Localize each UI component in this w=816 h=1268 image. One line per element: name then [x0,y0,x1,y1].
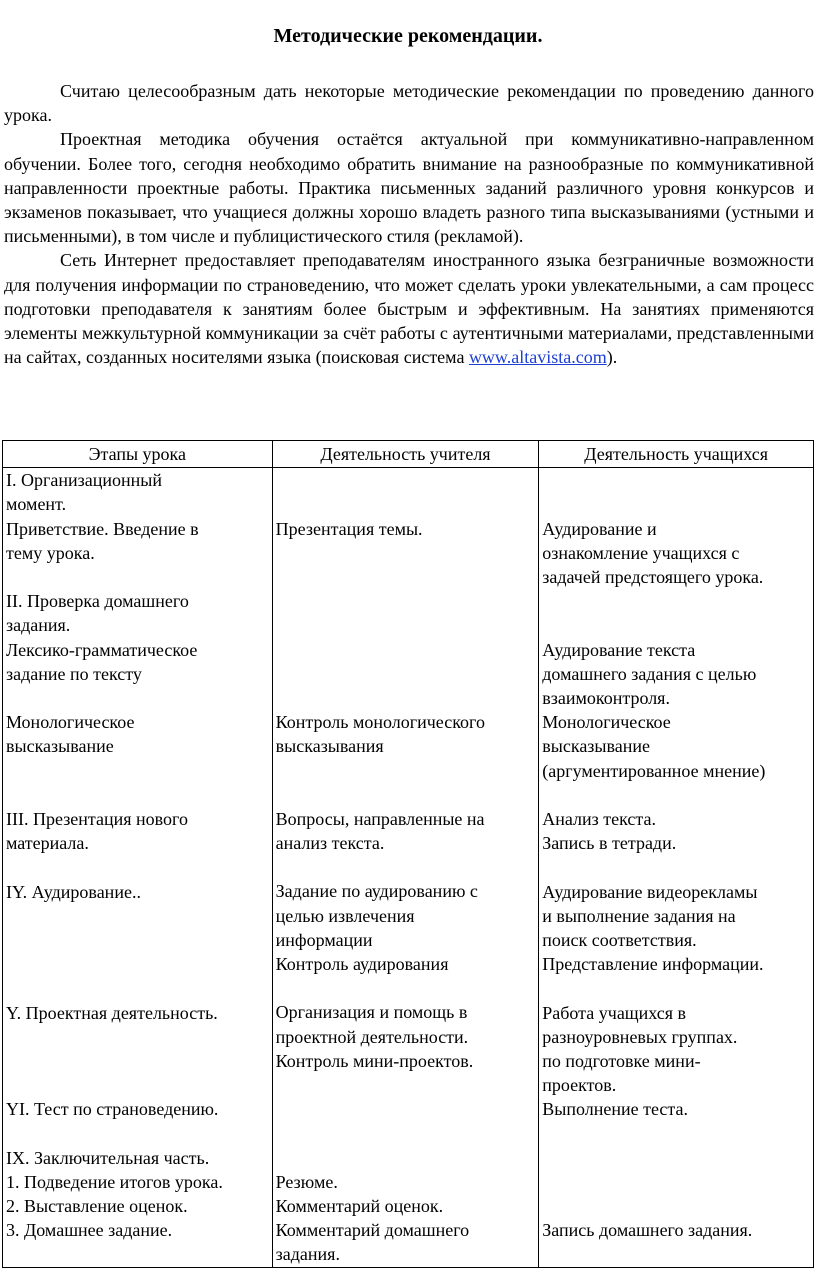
student-line: ознакомление учащихся с [542,542,740,563]
teacher-line: информации [275,929,373,950]
stage-line: YI. Тест по страноведению. [6,1099,219,1120]
student-line: взаимоконтроля. [542,687,670,708]
stage-line: высказывание [6,736,114,757]
student-activity-cell [539,468,814,1268]
stage-line: 2. Выставление оценок. [6,1196,188,1217]
stage-line: 1. Подведение итогов урока. [6,1171,223,1192]
teacher-line: Вопросы, направленные на [275,808,485,829]
teacher-line: Комментарий домашнего [275,1220,470,1241]
stage-line: I. Организационный [6,470,162,491]
student-line: и выполнение задания на [542,905,736,926]
header-student-activity: Деятельность учащихся [539,441,814,468]
stage-line: IX. Заключительная часть. [6,1147,210,1168]
stage-line: II. Проверка домашнего [6,591,189,612]
stage-line: материала. [6,833,89,854]
student-line: Выполнение теста. [542,1099,688,1120]
teacher-line: Организация и помощь в [275,1002,468,1023]
stage-line: момент. [6,494,67,515]
student-line: задачей предстоящего урока. [542,566,764,587]
paragraph-2: Проектная методика обучения остаётся актуальной при коммуникативно-направленном обучении. Более того, сегодня необходимо обратить внимание на разнообразные по коммуникативной направленности проектные работы. Практика письменных заданий различного уровня конкурсов и экзаменов показывает, что учащиеся должны хорошо владеть разного типа высказываниями (устными и письменными), в том числе и публицистического стиля (рекламой). [4,129,814,247]
header-teacher-activity: Деятельность учителя [272,441,539,468]
altavista-link[interactable]: www.altavista.com [468,347,607,368]
teacher-line: проектной деятельности. [275,1026,469,1047]
stage-line: Монологическое [6,712,135,733]
paragraph-1: Считаю целесообразным дать некоторые методические рекомендации по проведению данного урока. [4,81,814,126]
student-line: Аудирование видеорекламы [542,881,758,902]
student-line: домашнего задания с целью [542,663,757,684]
student-line: (аргументированное мнение) [542,760,766,781]
student-line: Запись домашнего задания. [542,1220,753,1241]
student-line: поиск соответствия. [542,929,697,950]
paragraph-3-end: ). [606,347,618,368]
student-line: Представление информации. [542,954,764,975]
student-line: Аудирование текста [542,639,696,660]
intro-text [4,79,814,369]
paragraph-3 [4,248,814,369]
teacher-line: Контроль монологического [275,712,485,733]
header-lesson-stages: Этапы урока [3,441,273,468]
stage-line: Лексико-грамматическое [6,639,198,660]
table-row [3,468,814,1268]
stage-line: 3. Домашнее задание. [6,1220,173,1241]
teacher-line: задания. [275,1244,340,1265]
teacher-line: высказывания [275,736,384,757]
lesson-plan-table [2,440,814,1268]
student-line: Аудирование и [542,518,657,539]
student-line: Запись в тетради. [542,833,677,854]
teacher-line: Комментарий оценок. [275,1196,444,1217]
teacher-line: Контроль аудирования [275,954,449,975]
student-line: Монологическое [542,712,671,733]
teacher-line: анализ текста. [275,833,385,854]
stage-line: тему урока. [6,542,95,563]
teacher-line: целью извлечения [275,905,415,926]
stage-line: IY. Аудирование.. [6,881,141,902]
teacher-line: Презентация темы. [275,518,423,539]
page-title: Методические рекомендации. [273,25,543,47]
paragraph-3-text: Сеть Интернет предоставляет преподавателям иностранного языка безграничные возможности для получения информации по страноведению, что может сделать уроки увлекательными, а сам процесс подготовки преподавателя к занятиям более быстрым и эффективным. На занятиях применяются элементы межкультурной коммуникации за счёт работы с аутентичными материалами, представленными на сайтах, созданных носителями языка (поисковая система [4,250,814,368]
teacher-line: Задание по аудированию с [275,881,478,902]
table-header-row [3,441,814,468]
stage-line: задания. [6,615,71,636]
lesson-stages-cell [3,468,273,1268]
teacher-activity-cell [272,468,539,1268]
teacher-line: Резюме. [275,1171,338,1192]
student-line: по подготовке мини- [542,1050,701,1071]
stage-line: Приветствие. Введение в [6,518,199,539]
student-line: проектов. [542,1075,617,1096]
student-line: разноуровневых группах. [542,1026,738,1047]
stage-line: задание по тексту [6,663,142,684]
student-line: высказывание [542,736,651,757]
teacher-line: Контроль мини-проектов. [275,1050,474,1071]
student-line: Анализ текста. [542,808,656,829]
student-line: Работа учащихся в [542,1002,687,1023]
stage-line: Y. Проектная деятельность. [6,1002,218,1023]
stage-line: III. Презентация нового [6,808,188,829]
